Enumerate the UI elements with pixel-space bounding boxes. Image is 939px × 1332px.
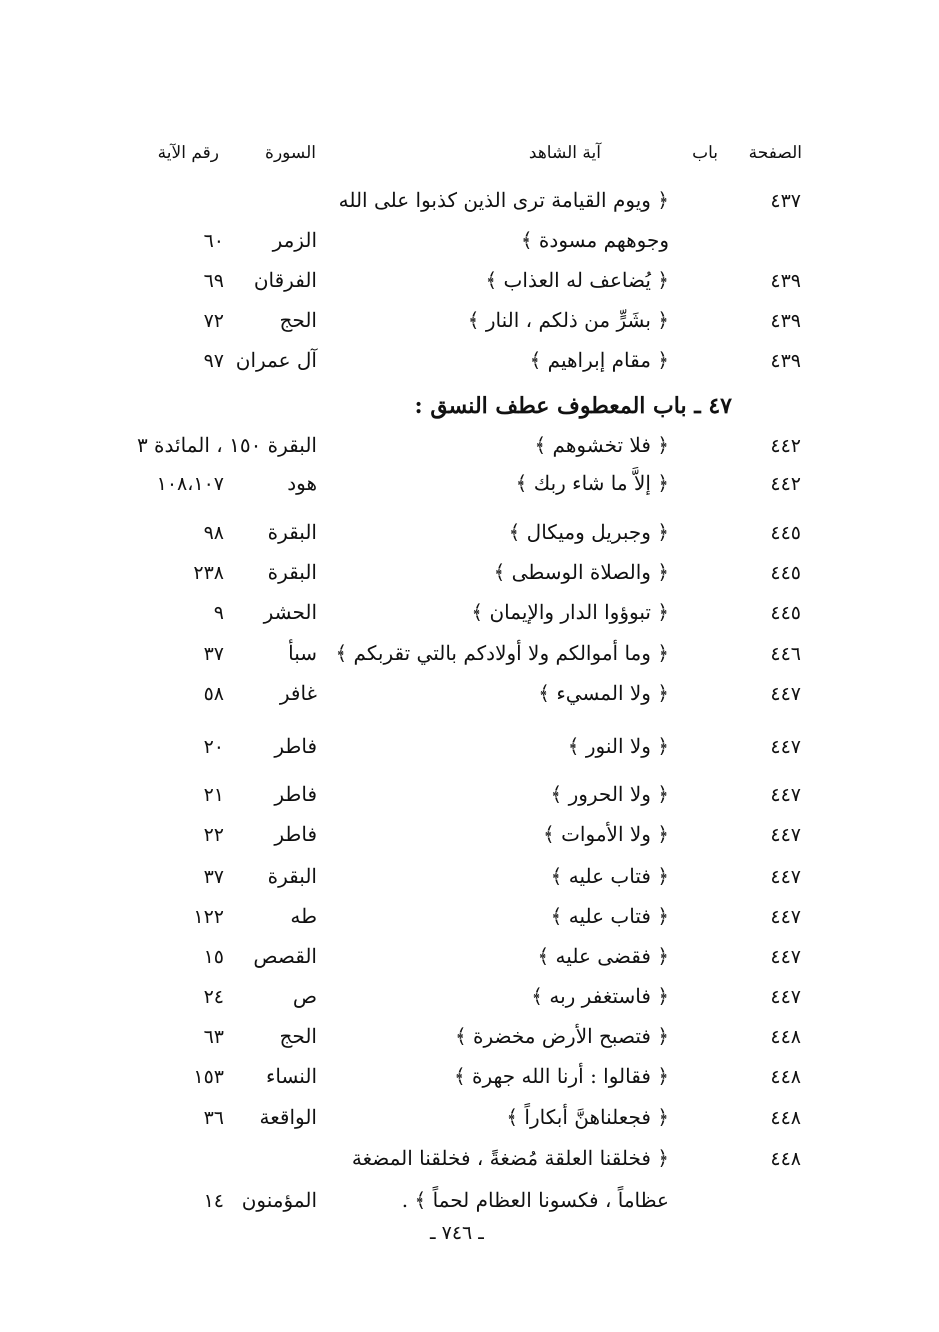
row-verse: ﴿ إلاَّ ما شاء ربك ﴾ xyxy=(515,471,669,495)
row-verse-number: ٢٣٨ xyxy=(193,562,224,584)
row-verse-number: ١٠٨،١٠٧ xyxy=(156,473,224,495)
row-verse: ﴿ ويوم القيامة ترى الذين كذبوا على الله xyxy=(338,188,669,212)
row-verse-number: ٥٨ xyxy=(203,683,224,705)
row-sura: ص xyxy=(292,984,317,1008)
row-verse-number: ٧٢ xyxy=(203,310,224,332)
row-verse: ﴿ تبوؤوا الدار والإيمان ﴾ xyxy=(471,600,669,624)
row-sura: البقرة xyxy=(267,560,317,584)
row-verse: ﴿ فاستغفر ربه ﴾ xyxy=(531,984,669,1008)
row-sura: البقرة xyxy=(267,520,317,544)
row-page: ٤٤٢ xyxy=(770,435,801,457)
row-page: ٤٤٥ xyxy=(770,562,801,584)
row-sura: سبأ xyxy=(288,641,317,665)
row-verse: ﴿ ولا الأموات ﴾ xyxy=(543,822,669,846)
row-verse: ﴿ فخلقنا العلقة مُضغةً ، فخلقنا المضغة xyxy=(351,1146,669,1170)
row-page: ٤٤٨ xyxy=(770,1026,801,1048)
row-verse: ﴿ والصلاة الوسطى ﴾ xyxy=(493,560,669,584)
row-verse: ﴿ بشَرٍّ من ذلكم ، النار ﴾ xyxy=(467,308,669,332)
row-sura: الواقعة xyxy=(259,1105,317,1129)
page-number: ـ ٧٤٦ ـ xyxy=(430,1222,484,1244)
row-sura: الفرقان xyxy=(253,268,317,292)
row-verse-number: ١٤ xyxy=(203,1190,224,1212)
header-verse-number: رقم الآية xyxy=(157,143,219,163)
row-page: ٤٣٩ xyxy=(770,270,801,292)
row-verse-number: ١٥ xyxy=(203,946,224,968)
row-sura: الحشر xyxy=(263,600,317,624)
header-sura: السورة xyxy=(265,143,316,163)
row-page: ٤٣٩ xyxy=(770,310,801,332)
header-chapter: باب xyxy=(692,143,718,163)
row-verse: ﴿ فتاب عليه ﴾ xyxy=(550,864,669,888)
row-verse-number: ٢١ xyxy=(203,784,224,806)
row-page: ٤٤٨ xyxy=(770,1148,801,1170)
row-page: ٤٤٧ xyxy=(770,866,801,888)
row-verse-number: ٣٧ xyxy=(203,866,224,888)
row-verse: عظاماً ، فكسونا العظام لحماً ﴾ . xyxy=(401,1188,669,1212)
header-page: الصفحة xyxy=(748,143,802,163)
row-verse-number: ٩٧ xyxy=(203,350,224,372)
header-verse: آية الشاهد xyxy=(528,143,601,163)
row-sura: آل عمران xyxy=(235,348,317,372)
row-page: ٤٤٥ xyxy=(770,602,801,624)
row-verse-number: ٢٤ xyxy=(203,986,224,1008)
section-title: ٤٧ ـ باب المعطوف عطف النسق : xyxy=(414,393,732,419)
row-verse-number: ٦٩ xyxy=(203,270,224,292)
row-verse: ﴿ وما أموالكم ولا أولادكم بالتي تقربكم ﴾ xyxy=(335,641,669,665)
row-verse-number: ٩ xyxy=(213,602,224,624)
row-page: ٤٤٧ xyxy=(770,906,801,928)
row-sura: فاطر xyxy=(274,822,317,846)
row-verse: ﴿ ولا المسيء ﴾ xyxy=(538,681,669,705)
row-page: ٤٤٧ xyxy=(770,824,801,846)
row-sura: البقرة ١٥٠ ، المائدة ٣ xyxy=(136,433,317,457)
row-verse: وجوههم مسودة ﴾ xyxy=(520,228,669,252)
row-page: ٤٤٨ xyxy=(770,1066,801,1088)
row-verse: ﴿ فجعلناهنَّ أبكاراً ﴾ xyxy=(506,1105,669,1129)
row-verse-number: ٣٦ xyxy=(203,1107,224,1129)
row-page: ٤٤٧ xyxy=(770,946,801,968)
row-verse: ﴿ فقضى عليه ﴾ xyxy=(537,944,669,968)
row-verse-number: ٦٣ xyxy=(203,1026,224,1048)
row-sura: النساء xyxy=(265,1064,317,1088)
row-page: ٤٣٧ xyxy=(770,190,801,212)
row-page: ٤٤٥ xyxy=(770,522,801,544)
row-page: ٤٤٧ xyxy=(770,683,801,705)
row-sura: القصص xyxy=(253,944,317,968)
row-page: ٤٣٩ xyxy=(770,350,801,372)
row-verse: ﴿ وجبريل وميكال ﴾ xyxy=(508,520,669,544)
row-verse-number: ٦٠ xyxy=(203,230,224,252)
row-verse-number: ١٥٣ xyxy=(193,1066,224,1088)
row-verse-number: ٢٠ xyxy=(203,736,224,758)
row-verse: ﴿ فتاب عليه ﴾ xyxy=(550,904,669,928)
row-page: ٤٤٨ xyxy=(770,1107,801,1129)
row-sura: فاطر xyxy=(274,782,317,806)
row-page: ٤٤٧ xyxy=(770,986,801,1008)
row-verse: ﴿ فتصبح الأرض مخضرة ﴾ xyxy=(454,1024,669,1048)
row-sura: الزمر xyxy=(272,228,317,252)
row-sura: هود xyxy=(287,471,317,495)
row-verse-number: ٣٧ xyxy=(203,643,224,665)
row-verse-number: ١٢٢ xyxy=(193,906,224,928)
row-verse: ﴿ مقام إبراهيم ﴾ xyxy=(529,348,669,372)
row-sura: المؤمنون xyxy=(241,1188,317,1212)
row-verse: ﴿ فقالوا : أرنا الله جهرة ﴾ xyxy=(453,1064,669,1088)
row-sura: غافر xyxy=(279,681,317,705)
row-sura: الحج xyxy=(279,1024,317,1048)
row-sura: طه xyxy=(290,904,317,928)
row-verse: ﴿ ولا الحرور ﴾ xyxy=(550,782,669,806)
row-verse: ﴿ يُضاعف له العذاب ﴾ xyxy=(485,268,669,292)
row-sura: الحج xyxy=(279,308,317,332)
row-verse-number: ٩٨ xyxy=(203,522,224,544)
row-page: ٤٤٦ xyxy=(770,643,801,665)
row-sura: البقرة xyxy=(267,864,317,888)
row-verse: ﴿ ولا النور ﴾ xyxy=(567,734,669,758)
row-page: ٤٤٢ xyxy=(770,473,801,495)
row-page: ٤٤٧ xyxy=(770,736,801,758)
row-sura: فاطر xyxy=(274,734,317,758)
row-verse-number: ٢٢ xyxy=(203,824,224,846)
row-page: ٤٤٧ xyxy=(770,784,801,806)
row-verse: ﴿ فلا تخشوهم ﴾ xyxy=(534,433,669,457)
